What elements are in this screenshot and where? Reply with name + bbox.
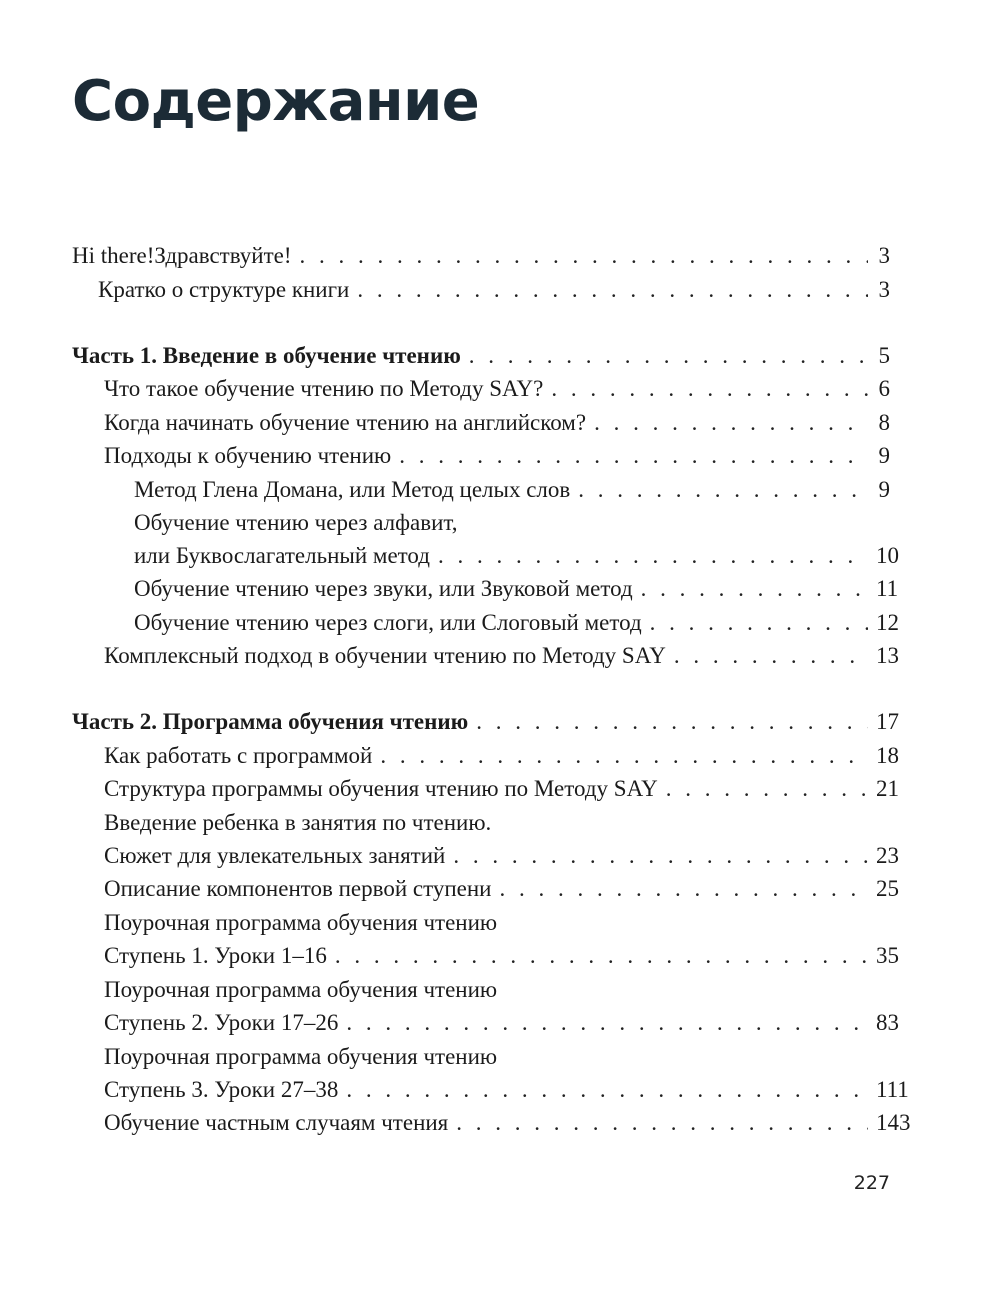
toc-page-number: 10	[876, 543, 899, 568]
toc-part-1[interactable]	[72, 339, 890, 372]
page-title: Содержание	[72, 69, 480, 134]
toc-entry-greeting[interactable]	[72, 239, 890, 272]
dot-leader	[335, 939, 868, 972]
toc-entry[interactable]	[104, 772, 899, 805]
dot-leader	[578, 473, 868, 506]
toc-entry[interactable]	[134, 473, 890, 506]
toc-entry-title: Структура программы обучения чтению по Методу SAY	[104, 776, 658, 801]
toc-entry-title: Hi there!Здравствуйте!	[72, 243, 292, 268]
toc-entry-title: Обучение частным случаям чтения	[104, 1110, 449, 1135]
toc-entry-title: Что такое обучение чтению по Методу SAY?	[104, 376, 544, 401]
toc-entry[interactable]	[104, 839, 899, 872]
toc-page-number: 23	[876, 843, 899, 868]
toc-page-number: 25	[876, 876, 899, 901]
toc-entry[interactable]	[134, 539, 899, 572]
dot-leader	[399, 439, 868, 472]
toc-entry-title: Ступень 2. Уроки 17–26	[104, 1010, 339, 1035]
toc-entry-title: Обучение чтению через звуки, или Звуковой метод	[134, 576, 633, 601]
toc-entry[interactable]	[134, 572, 899, 605]
toc-entry-title: Когда начинать обучение чтению на английском?	[104, 410, 587, 435]
toc-entry-first-line: Поурочная программа обучения чтению	[104, 1044, 498, 1069]
toc-entry[interactable]	[104, 1106, 911, 1139]
toc-entry[interactable]	[104, 739, 899, 772]
toc-entry[interactable]	[104, 372, 890, 405]
dot-leader	[300, 239, 868, 272]
toc-entry-title: Ступень 1. Уроки 1–16	[104, 943, 327, 968]
page-number: 227	[853, 1172, 890, 1194]
dot-leader	[674, 639, 868, 672]
toc-entry-first-line: Поурочная программа обучения чтению	[104, 977, 498, 1002]
toc-page-number: 9	[878, 443, 890, 468]
toc-entry-title: Комплексный подход в обучении чтению по Методу SAY	[104, 643, 666, 668]
toc-entry-title: Подходы к обучению чтению	[104, 443, 392, 468]
toc-part-title: Часть 2. Программа обучения чтению	[72, 709, 469, 734]
dot-leader	[594, 406, 868, 439]
toc-entry-title: Кратко о структуре книги	[98, 277, 350, 302]
toc-page-number: 17	[876, 709, 899, 734]
toc-page-number: 13	[876, 643, 899, 668]
toc-entry[interactable]	[104, 1073, 909, 1106]
toc-entry-title: Метод Глена Домана, или Метод целых слов	[134, 477, 571, 502]
toc-page-number: 143	[876, 1110, 911, 1135]
dot-leader	[666, 772, 868, 805]
toc-entry-title: Ступень 3. Уроки 27–38	[104, 1077, 339, 1102]
dot-leader	[438, 539, 868, 572]
toc-entry-title: Как работать с программой	[104, 743, 373, 768]
toc-entry[interactable]	[104, 406, 890, 439]
dot-leader	[380, 739, 868, 772]
toc-page-number: 3	[878, 243, 890, 268]
toc-entry[interactable]	[104, 639, 899, 672]
toc-page-number: 3	[878, 277, 890, 302]
toc-page-number: 8	[878, 410, 890, 435]
dot-leader	[551, 372, 868, 405]
toc-entry-first-line: Обучение чтению через алфавит,	[134, 510, 458, 535]
toc-page-number: 111	[876, 1077, 909, 1102]
dot-leader	[346, 1006, 868, 1039]
dot-leader	[456, 1106, 868, 1139]
dot-leader	[641, 572, 868, 605]
toc-page-number: 83	[876, 1010, 899, 1035]
toc-entry[interactable]	[104, 1006, 899, 1039]
dot-leader	[346, 1073, 868, 1106]
toc-page-number: 35	[876, 943, 899, 968]
toc-part-2[interactable]	[72, 705, 899, 738]
toc-part-title: Часть 1. Введение в обучение чтению	[72, 343, 461, 368]
dot-leader	[357, 273, 868, 306]
dot-leader	[469, 339, 868, 372]
toc-entry[interactable]	[134, 606, 899, 639]
toc-entry-structure[interactable]	[98, 273, 890, 306]
dot-leader	[500, 872, 869, 905]
toc-entry[interactable]	[104, 872, 899, 905]
dot-leader	[453, 839, 868, 872]
toc-page-number: 11	[876, 576, 899, 601]
toc-entry[interactable]	[104, 939, 899, 972]
toc-page-number: 12	[876, 610, 899, 635]
toc-page-number: 6	[878, 376, 890, 401]
toc-entry-title: или Буквослагательный метод	[134, 543, 430, 568]
toc-page-number: 21	[876, 776, 899, 801]
toc-page-number: 9	[878, 477, 890, 502]
dot-leader	[650, 606, 868, 639]
toc-entry-title: Сюжет для увлекательных занятий	[104, 843, 446, 868]
toc-entry-first-line: Поурочная программа обучения чтению	[104, 910, 498, 935]
toc-page-number: 18	[876, 743, 899, 768]
toc-page-number: 5	[878, 343, 890, 368]
toc-entry[interactable]	[104, 439, 890, 472]
toc-entry-first-line: Введение ребенка в занятия по чтению.	[104, 810, 492, 835]
toc-entry-title: Описание компонентов первой ступени	[104, 876, 492, 901]
dot-leader	[476, 705, 868, 738]
toc-entry-title: Обучение чтению через слоги, или Слоговый метод	[134, 610, 642, 635]
